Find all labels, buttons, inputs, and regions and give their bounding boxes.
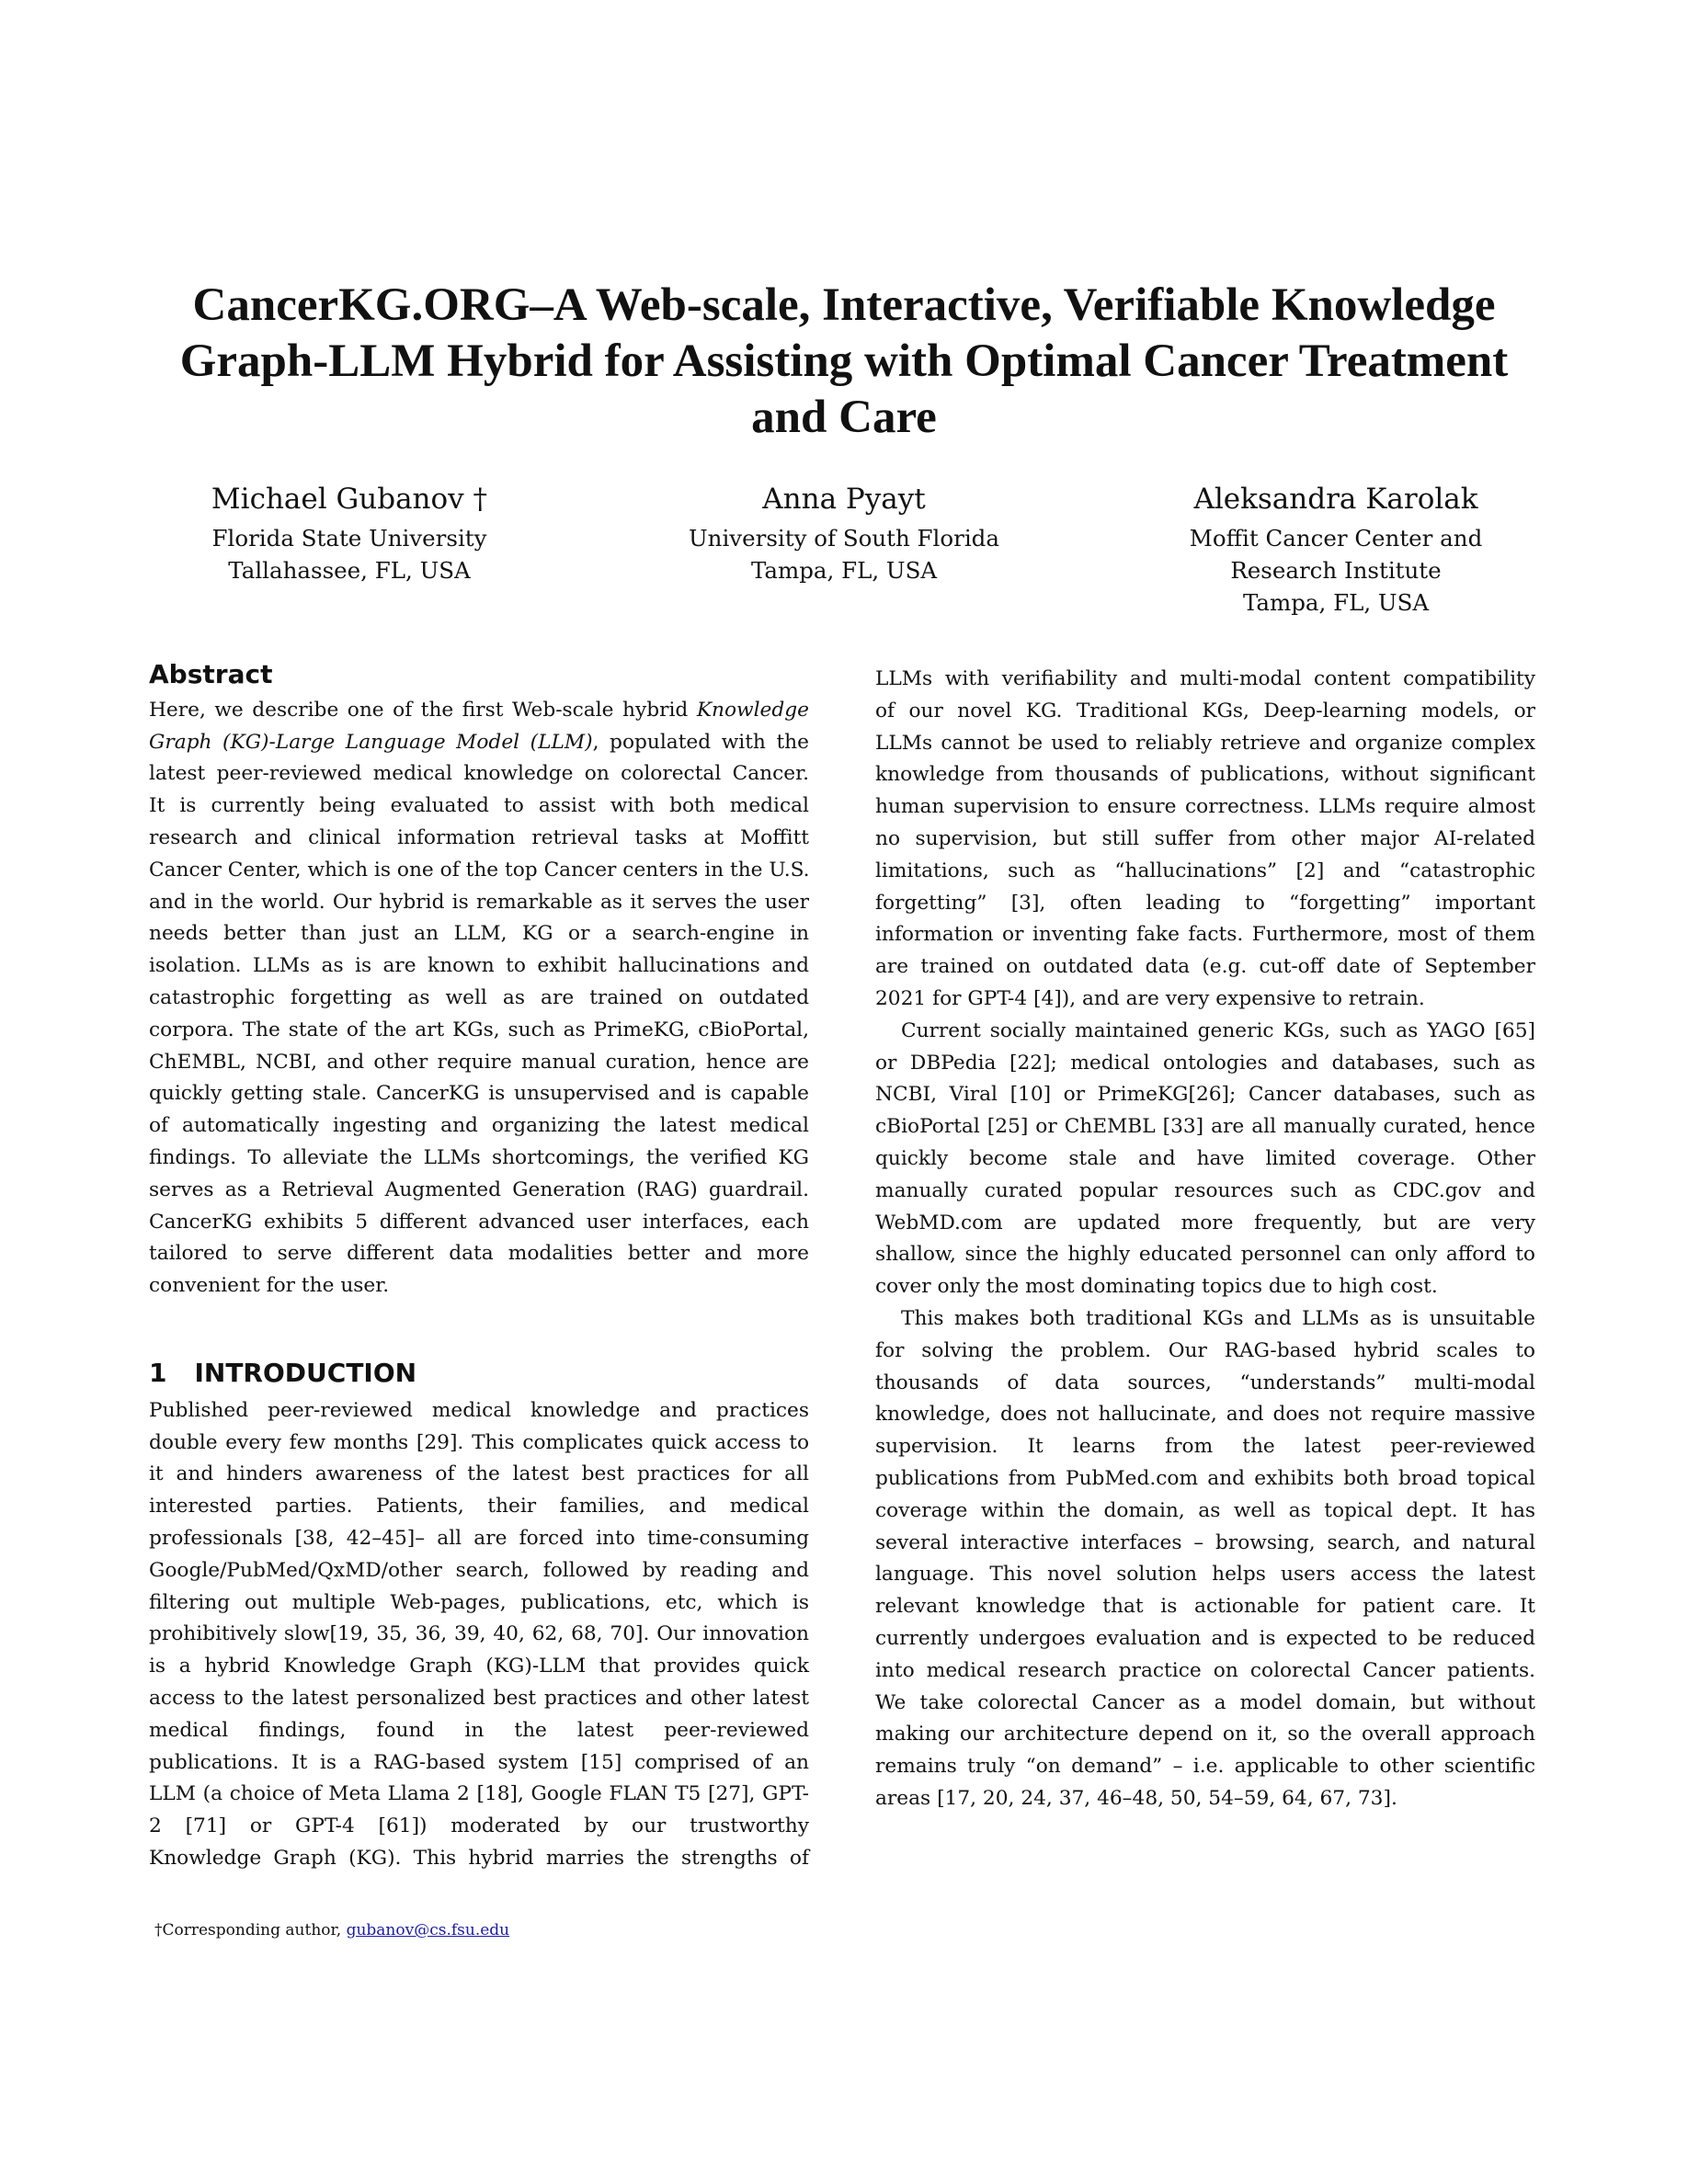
title-line: CancerKG.ORG–A Web-scale, Interactive, Verifiable Knowledge — [192, 279, 1496, 331]
text-line: interested parties. Patients, their families, and medical — [149, 1495, 809, 1519]
text-line: Graph (KG)-Large Language Model (LLM), populated with the — [149, 730, 809, 754]
text-line: shallow, since the highly educated personnel can only afford to — [875, 1243, 1535, 1267]
text-line: medical findings, found in the latest peer-reviewed — [149, 1718, 809, 1742]
intro-text — [149, 1395, 809, 1875]
text-line: publications. It is a RAG-based system [15] comprised of an — [149, 1750, 809, 1774]
text-line: corpora. The state of the art KGs, such as PrimeKG, cBioPortal, — [149, 1018, 809, 1041]
author-block — [110, 476, 588, 586]
text-line: prohibitively slow[19, 35, 36, 39, 40, 62, 68, 70]. Our innovation — [149, 1622, 809, 1646]
author-name: Michael Gubanov † — [211, 483, 488, 516]
text-line: knowledge from thousands of publications, without significant — [875, 763, 1535, 787]
text-line: areas [17, 20, 24, 37, 46–48, 50, 54–59, 64, 67, 73]. — [875, 1786, 1397, 1810]
text-line: convenient for the user. — [149, 1274, 390, 1298]
footnote — [154, 1921, 509, 1939]
text-line: Published peer-reviewed medical knowledge and practices — [149, 1398, 809, 1422]
text-line: LLM (a choice of Meta Llama 2 [18], Google FLAN T5 [27], GPT- — [149, 1782, 809, 1806]
text-line: or DBPedia [22]; medical ontologies and databases, such as — [875, 1051, 1535, 1075]
text-line: coverage within the domain, as well as topical dept. It has — [875, 1498, 1535, 1522]
title-line: and Care — [751, 392, 937, 443]
text-line: quickly getting stale. CancerKG is unsupervised and is capable — [149, 1082, 809, 1106]
text-line: and in the world. Our hybrid is remarkable as it serves the user — [149, 890, 809, 914]
text-line: cBioPortal [25] or ChEMBL [33] are all manually curated, hence — [875, 1115, 1535, 1139]
author-block — [605, 476, 1083, 586]
text-line: 2 [71] or GPT-4 [61]) moderated by our trustworthy — [149, 1814, 809, 1838]
text-line: is a hybrid Knowledge Graph (KG)-LLM that provides quick — [149, 1655, 809, 1678]
text-line: double every few months [29]. This complicates quick access to — [149, 1430, 809, 1454]
author-block — [1097, 476, 1575, 619]
author-location: Tampa, FL, USA — [1242, 589, 1430, 616]
text-line: no supervision, but still suffer from other major AI-related — [875, 826, 1535, 850]
text-line: CancerKG exhibits 5 different advanced user interfaces, each — [149, 1210, 809, 1234]
text-line: professionals [38, 42–45]– all are forced into time-consuming — [149, 1526, 809, 1550]
text-line: several interactive interfaces – browsing, search, and natural — [875, 1530, 1535, 1554]
text-line: needs better than just an LLM, KG or a search-engine in — [149, 922, 809, 946]
text-line: filtering out multiple Web-pages, publications, etc, which is — [149, 1590, 809, 1614]
title-line: Graph-LLM Hybrid for Assisting with Optimal Cancer Treatment — [179, 336, 1509, 387]
author-name: Anna Pyayt — [762, 483, 926, 516]
author-affiliation: Florida State University — [211, 525, 487, 552]
text-line: Here, we describe one of the first Web-scale hybrid Knowledge — [149, 698, 809, 722]
text-line: language. This novel solution helps users access the latest — [875, 1563, 1535, 1587]
text-line: catastrophic forgetting as well as are trained on outdated — [149, 985, 809, 1009]
text-line: cover only the most dominating topics due to high cost. — [875, 1275, 1438, 1299]
author-affiliation: University of South Florida — [689, 525, 999, 552]
right-column — [875, 664, 1535, 1815]
text-line: LLMs with verifiability and multi-modal content compatibility — [875, 667, 1535, 690]
author-affiliation: Research Institute — [1230, 557, 1442, 584]
text-line: relevant knowledge that is actionable for patient care. It — [875, 1595, 1535, 1619]
text-line: research and clinical information retrieval tasks at Moffitt — [149, 825, 809, 849]
left-column — [149, 659, 809, 1875]
text-line: thousands of data sources, “understands” multi-modal — [875, 1371, 1535, 1394]
text-line: WebMD.com are updated more frequently, but are very — [875, 1211, 1535, 1234]
text-line: information or inventing fake facts. Furthermore, most of them — [875, 923, 1535, 947]
text-line: of automatically ingesting and organizing the latest medical — [149, 1114, 809, 1138]
text-line: remains truly “on demand” – i.e. applicable to other scientific — [875, 1755, 1535, 1779]
text-line: for solving the problem. Our RAG-based hybrid scales to — [875, 1338, 1535, 1362]
text-line: access to the latest personalized best practices and other latest — [149, 1686, 809, 1710]
footnote-text: †Corresponding author, — [154, 1921, 347, 1939]
text-line: it and hinders awareness of the latest best practices for all — [149, 1462, 809, 1486]
text-line: supervision. It learns from the latest peer-reviewed — [875, 1435, 1535, 1459]
text-line: of our novel KG. Traditional KGs, Deep-learning models, or — [875, 699, 1535, 722]
text-line: This makes both traditional KGs and LLMs as is unsuitable — [901, 1306, 1535, 1330]
text-line: It is currently being evaluated to assist with both medical — [149, 794, 809, 818]
section-number: 1 — [149, 1357, 167, 1388]
text-line: making our architecture depend on it, so the overall approach — [875, 1723, 1535, 1746]
text-line: forgetting” [3], often leading to “forgetting” important — [875, 891, 1535, 915]
text-line: We take colorectal Cancer as a model domain, but without — [875, 1690, 1535, 1714]
text-line: manually curated popular resources such as CDC.gov and — [875, 1178, 1535, 1202]
text-line: knowledge, does not hallucinate, and does not require massive — [875, 1403, 1535, 1427]
abstract-text — [149, 695, 809, 1302]
text-line: Cancer Center, which is one of the top Cancer centers in the U.S. — [149, 858, 810, 882]
author-location: Tallahassee, FL, USA — [228, 557, 471, 584]
text-line: limitations, such as “hallucinations” [2] and “catastrophic — [875, 859, 1535, 882]
section-heading — [149, 1358, 809, 1390]
paragraph — [875, 664, 1535, 1016]
text-line: publications from PubMed.com and exhibits both broad topical — [875, 1466, 1535, 1490]
text-line: quickly become stale and have limited coverage. Other — [875, 1146, 1535, 1170]
text-line: findings. To alleviate the LLMs shortcomings, the verified KG — [149, 1145, 809, 1169]
section-title: INTRODUCTION — [194, 1357, 417, 1388]
text-line: Knowledge Graph (KG). This hybrid marries the strengths of — [149, 1846, 809, 1870]
paper-title — [110, 278, 1578, 446]
text-line: human supervision to ensure correctness. LLMs require almost — [875, 795, 1535, 819]
text-line: serves as a Retrieval Augmented Generation (RAG) guardrail. — [149, 1177, 809, 1201]
text-line: LLMs cannot be used to reliably retrieve and organize complex — [875, 731, 1535, 755]
text-line: ChEMBL, NCBI, and other require manual curation, hence are — [149, 1050, 809, 1074]
abstract-heading: Abstract — [149, 659, 273, 689]
author-name: Aleksandra Karolak — [1193, 483, 1478, 516]
author-location: Tampa, FL, USA — [750, 557, 938, 584]
paragraph — [875, 1303, 1535, 1815]
text-line: Google/PubMed/QxMD/other search, followed by reading and — [149, 1558, 809, 1582]
text-line: into medical research practice on colorectal Cancer patients. — [875, 1658, 1535, 1682]
text-line: tailored to serve different data modalities better and more — [149, 1242, 809, 1266]
text-line: 2021 for GPT-4 [4]), and are very expensive to retrain. — [875, 986, 1425, 1010]
text-line: isolation. LLMs as is are known to exhibit hallucinations and — [149, 954, 809, 978]
text-line: Current socially maintained generic KGs, such as YAGO [65] — [901, 1018, 1535, 1042]
email-link[interactable]: gubanov@cs.fsu.edu — [346, 1921, 510, 1939]
author-affiliation: Moffit Cancer Center and — [1189, 525, 1483, 552]
text-line: latest peer-reviewed medical knowledge on colorectal Cancer. — [149, 762, 809, 786]
text-line: currently undergoes evaluation and is expected to be reduced — [875, 1626, 1535, 1650]
text-line: NCBI, Viral [10] or PrimeKG[26]; Cancer databases, such as — [875, 1083, 1535, 1107]
text-line: are trained on outdated data (e.g. cut-off date of September — [875, 955, 1535, 979]
paragraph — [875, 1016, 1535, 1303]
